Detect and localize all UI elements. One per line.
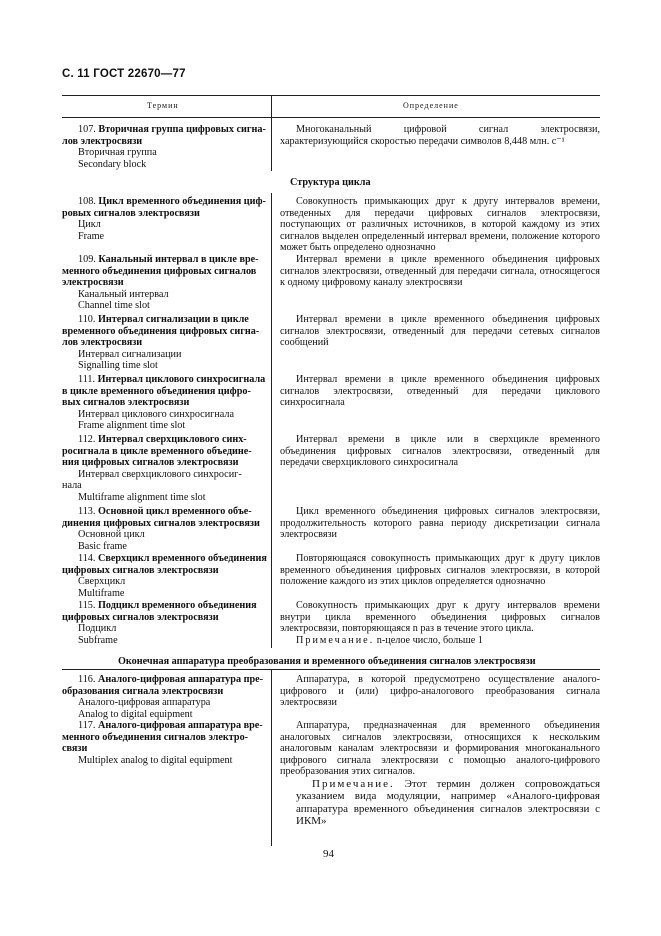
definition-111: Интервал времени в цикле временного объединения цифровых сигналов электросвязи, отведенный для передачи циклового синхросигнала	[280, 374, 600, 409]
definition-109: Интервал времени в цикле временного объединения цифровых сигналов электросвязи, отведенный для передачи сигнала, относящегося к одному цифровому каналу электросвязи	[280, 254, 600, 289]
term-113: 113. Основной цикл временного объе- динения цифровых сигналов электросвязи Основной цикл Basic frame	[62, 506, 260, 552]
section-title: Оконечная аппаратура преобразования и временного объединения сигналов электросвязи	[118, 656, 536, 667]
definition-110: Интервал времени в цикле временного объединения цифровых сигналов электросвязи, отведенный для передачи сетевых сигналов сообщений	[280, 314, 600, 349]
column-header-term: Термин	[147, 101, 179, 110]
section-rule	[62, 669, 600, 670]
term-117: 117. Аналого-цифровая аппаратура вре- менного объединения сигналов электро- связи Multiplex analog to digital equipment	[62, 720, 263, 766]
definition-116: Аппаратура, в которой предусмотрено осуществление аналого-цифрового и (или) цифро-аналогового преобразования сигнала электросвязи	[280, 674, 600, 709]
column-divider	[271, 95, 272, 171]
column-divider	[271, 193, 272, 648]
definition-114: Повторяющаяся совокупность примыкающих друг к другу циклов временного объединения цифровых сигналов электросвязи, в которой положение каждого из этих циклов определяется однозначно	[280, 553, 600, 588]
column-header-definition: Определение	[403, 101, 459, 110]
term-108: 108. Цикл временного объединения циф- ровых сигналов электросвязи Цикл Frame	[62, 196, 266, 242]
definition-112: Интервал времени в цикле или в сверхцикле временного объединения цифровых сигналов электросвязи, отведенный для передачи сверхциклового синхросигнала	[280, 434, 600, 469]
table-top-rule	[62, 95, 600, 96]
page-header: С. 11 ГОСТ 22670—77	[62, 68, 186, 80]
term-115: 115. Подцикл временного объединения цифровых сигналов электросвязи Подцикл Subframe	[62, 600, 257, 646]
term-109: 109. Канальный интервал в цикле вре- менного объединения цифровых сигналов электросвязи Канальный интервал Channel time slot	[62, 254, 259, 312]
term-112: 112. Интервал сверхциклового синх- росигнала в цикле временного объедине- ния цифровых сигналов электросвязи Интервал сверхциклового синхросиг- нала Multiframe alignment time slot	[62, 434, 252, 503]
term-116: 116. Аналого-цифровая аппаратура пре- образования сигнала электросвязи Аналого-цифровая аппаратура Analog to digital equipment	[62, 674, 264, 720]
definition-115: Совокупность примыкающих друг к другу интервалов времени внутри цикла временного объединения цифровых сигналов электросвязи, повторяющаяся n раз в течение этого цикла. Примечание. n-целое число, больше 1	[280, 600, 600, 646]
term-111: 111. Интервал циклового синхросигнала в цикле временного объединения цифро- вых сигналов электросвязи Интервал циклового синхросигнала Frame alignment time slot	[62, 374, 266, 432]
definition-108: Совокупность примыкающих друг к другу интервалов времени, отведенных для передачи цифровых сигналов электросвязи, поступающих от различных источников, в которой каждому из этих сигналов выделен определенный интервал времени, положение которого может быть определено однозначно	[280, 196, 600, 254]
term-114: 114. Сверхцикл временного объединения цифровых сигналов электросвязи Сверхцикл Multiframe	[62, 553, 267, 599]
term-107: 107. Вторичная группа цифровых сигна- лов электросвязи Вторичная группа Secondary block	[62, 124, 266, 170]
table-head-rule	[62, 117, 600, 118]
section-title: Структура цикла	[290, 177, 371, 188]
definition-117: Аппаратура, предназначенная для временного объединения аналоговых сигналов электросвязи, относящихся к нескольким аналоговым каналам электросвязи и формирования многоканального цифрового сигнала электросвязи с помощью аналого-цифрового преобразования этих сигналов. Примечание. Этот термин должен сопровождаться указанием вида модуляции, например «Аналого-цифровая аппаратура временного объединения сигналов электросвязи с ИКМ»	[280, 720, 601, 828]
definition-107: Многоканальный цифровой сигнал электросвязи, характеризующийся скоростью передачи символов 8,448 млн. с⁻¹	[280, 124, 600, 147]
definition-113: Цикл временного объединения цифровых сигналов электросвязи, продолжительность которого равна периоду дискретизации сигнала электросвязи	[280, 506, 600, 541]
term-110: 110. Интервал сигнализации в цикле временного объединения цифровых сигна- лов электросвязи Интервал сигнализации Signalling time slot	[62, 314, 260, 372]
page-number: 94	[323, 848, 334, 860]
column-divider	[271, 670, 272, 846]
